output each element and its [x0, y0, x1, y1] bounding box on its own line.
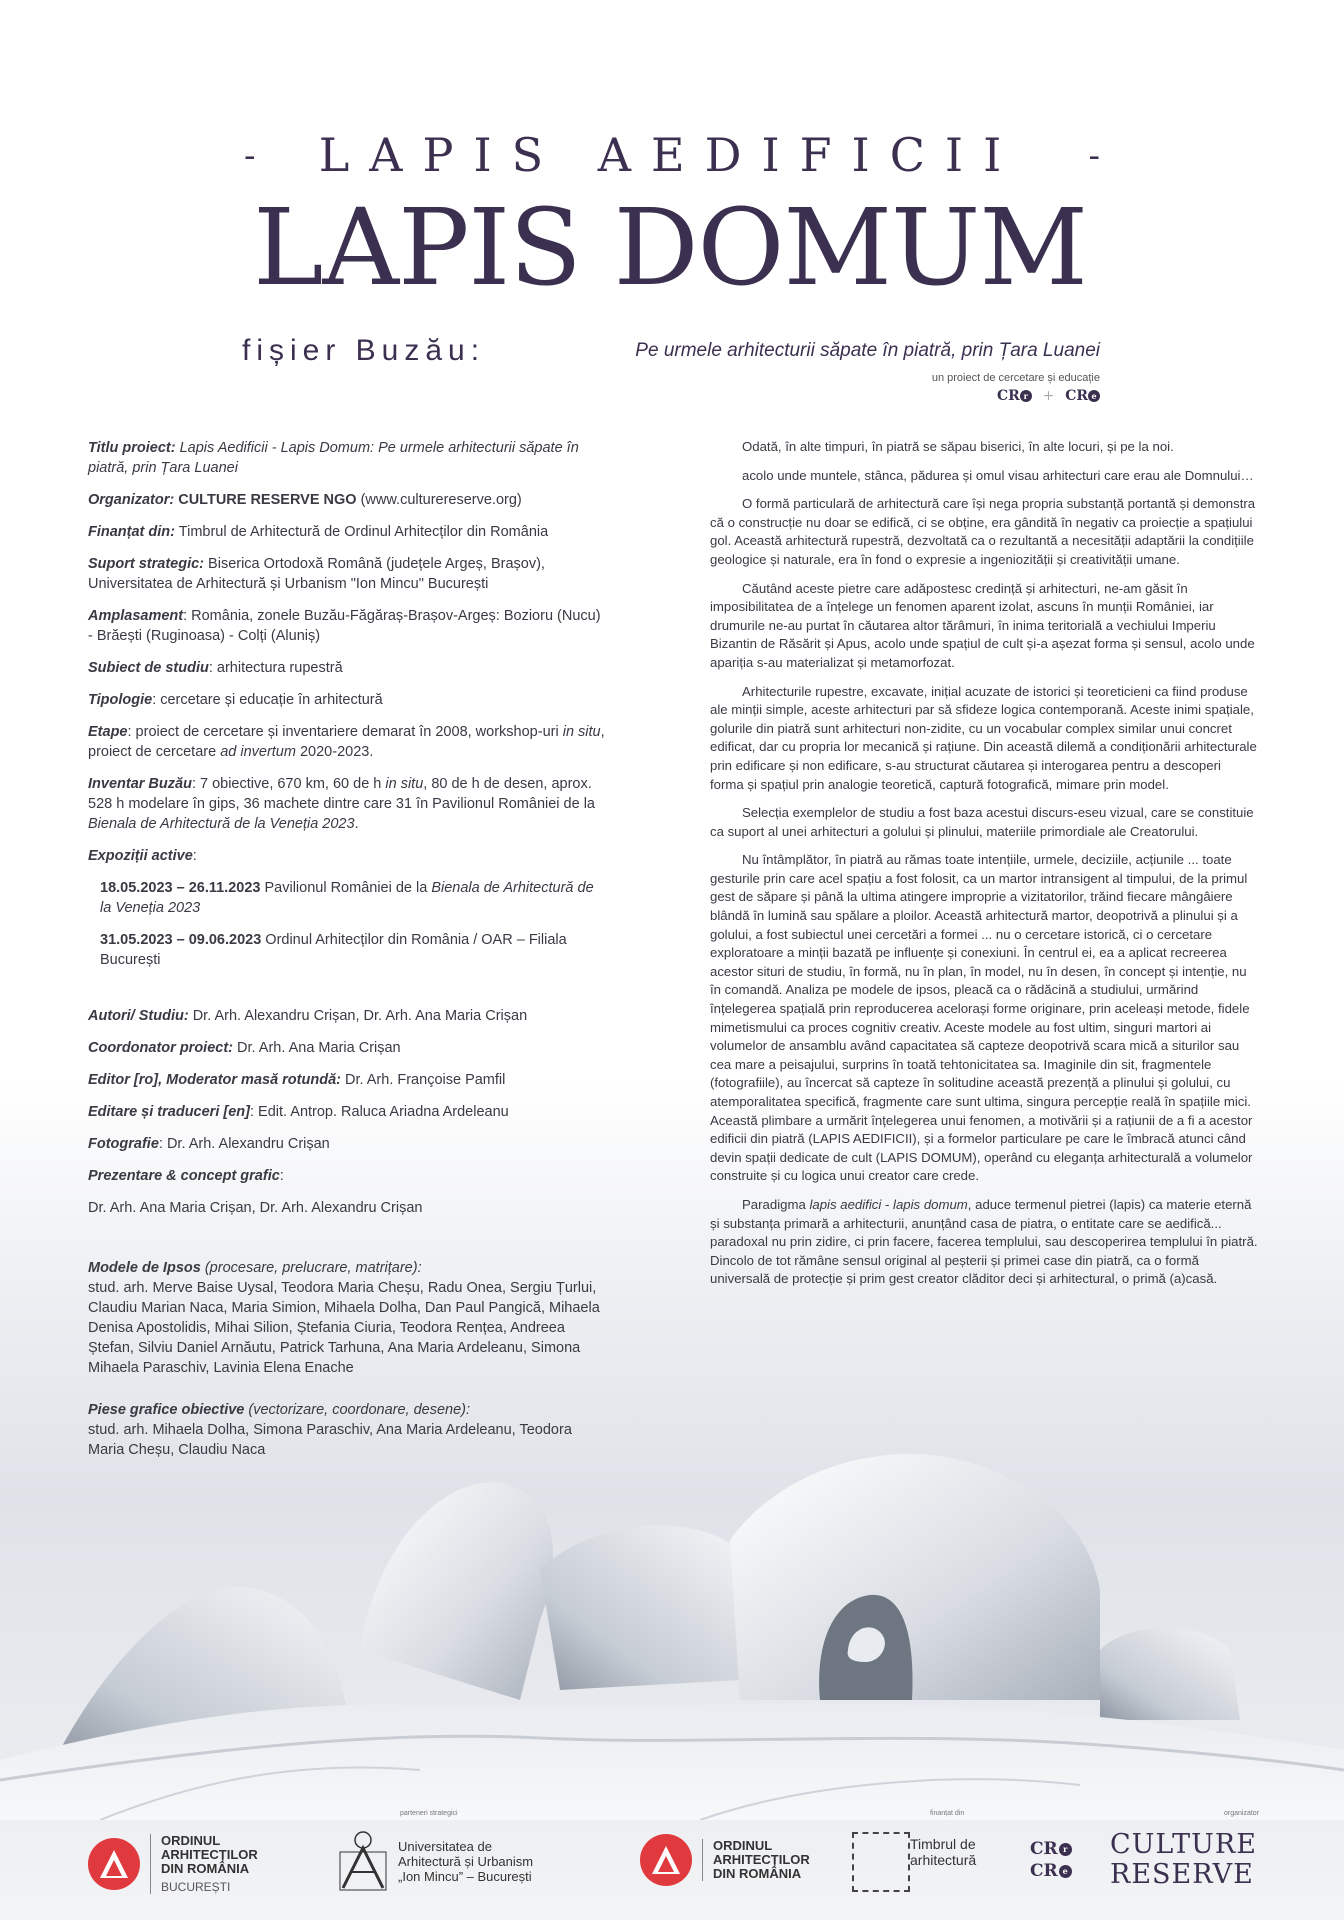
cr-left: CR: [996, 388, 1020, 404]
exhibition-italic: Bienala de Arhitectură de la Veneția 2023: [100, 880, 594, 916]
credit-label: Coordonator proiect:: [88, 1040, 233, 1056]
credit-authors: [88, 1006, 608, 1026]
footer-label-funded: finanțat din: [930, 1810, 965, 1817]
essay-column: [710, 438, 1258, 1299]
oar-bucuresti-logo: [88, 1834, 258, 1894]
credit-label: Editor [ro], Moderator masă rotundă:: [88, 1072, 341, 1088]
essay-paragraph: [710, 1196, 1258, 1289]
detail-location: [88, 606, 608, 646]
exhibition-text: Ordinul Arhitecților din România / OAR – Filiala București: [100, 932, 567, 968]
essay-italic: lapis domum: [893, 1196, 968, 1212]
detail-label: Finanțat din:: [88, 524, 175, 540]
exhibition-dates: 18.05.2023 – 26.11.2023: [100, 880, 261, 896]
credit-photo: [88, 1134, 608, 1154]
detail-value: :: [192, 848, 197, 864]
oar-line: DIN ROMÂNIA: [713, 1866, 802, 1881]
detail-funded: [88, 522, 608, 542]
cr-mark: r: [1059, 1843, 1072, 1856]
detail-value: , 80 de h de desen, aprox. 528 h modelare în gips, 36 machete dintre care 31 în Pavilionul României de la: [88, 776, 595, 812]
cr-right-mark: e: [1088, 390, 1100, 402]
credit-value: :: [279, 1168, 284, 1184]
cr-logo-small: [997, 388, 1100, 404]
cr-line: [1030, 1860, 1072, 1882]
uauim-line: Arhitectură și Urbanism: [398, 1853, 534, 1869]
kicker-dash-left: -: [244, 136, 256, 176]
detail-label: Tipologie: [88, 692, 153, 708]
oar-line: ARHITECȚILOR: [161, 1847, 258, 1862]
detail-label: Organizator:: [88, 492, 175, 508]
main-title: LAPIS DOMUM: [253, 186, 1087, 309]
oar-line: DIN ROMÂNIA: [161, 1861, 250, 1876]
detail-value: Timbrul de Arhitectură de Ordinul Arhitecților din România: [178, 524, 549, 540]
plaster-model-image: [0, 1400, 1344, 1820]
detail-subject: [88, 658, 608, 678]
timbru-line: arhitectură: [910, 1852, 977, 1868]
credit-drawings-value: stud. arh. Mihaela Dolha, Simona Paraschiv, Ana Maria Ardeleanu, Teodora Maria Cheșu, Claudiu Naca: [88, 1422, 572, 1458]
credit-editor: [88, 1070, 608, 1090]
credit-note: (vectorizare, coordonare, desene):: [244, 1402, 471, 1418]
credit-graphics: [88, 1166, 608, 1186]
cr-logo-stack: [1030, 1838, 1072, 1882]
detail-value: : 7 obiective, 670 km, 60 de h: [191, 776, 386, 792]
credit-label: Autori/ Studiu:: [88, 1008, 189, 1024]
kicker-text: LAPIS AEDIFICII: [318, 128, 1022, 182]
oar-logo: [640, 1834, 810, 1886]
detail-italic: in situ: [385, 776, 424, 792]
essay-italic: lapis aedifici: [809, 1196, 882, 1212]
subtitle: Pe urmele arhitecturii săpate în piatră, prin Țara Luanei: [635, 340, 1100, 361]
cr-line: [1030, 1838, 1072, 1860]
detail-support: [88, 554, 608, 594]
detail-italic: in situ: [562, 724, 601, 740]
detail-label: Expoziții active: [88, 848, 193, 864]
detail-value: : proiect de cercetare și inventariere demarat în 2008, workshop-uri: [127, 724, 563, 740]
detail-label: Etape: [88, 724, 128, 740]
footer-label-organizer: organizator: [1224, 1810, 1260, 1817]
detail-value: : cercetare și educație în arhitectură: [152, 692, 383, 708]
exhibition-item: [88, 930, 608, 970]
detail-value: Biserica Ortodoxă Română (județele Argeș, Brașov), Universitatea de Arhitectură și Urbanism "Ion Mincu" București: [88, 556, 545, 592]
oar-emblem-icon: [640, 1834, 692, 1886]
kicker-title: [240, 128, 1100, 188]
credit-value: : Dr. Arh. Alexandru Crișan: [158, 1136, 330, 1152]
uauim-text: [398, 1839, 533, 1884]
cr-right: CR: [1065, 388, 1088, 404]
essay-paragraph: acolo unde muntele, stânca, pădurea și omul visau arhitecturi care erau ale Domnului…: [742, 467, 1254, 483]
essay-paragraph: Selecția exemplelor de studiu a fost baza acestui discurs-eseu vizual, care se constituie ca suport al unei arhitecturi a golului și plinului, materiile primordiale ale Creatorului.: [710, 805, 1254, 839]
credit-coordinator: [88, 1038, 608, 1058]
detail-stages: [88, 722, 608, 762]
timbru-logo: [852, 1832, 990, 1892]
oar-line: ORDINUL: [713, 1838, 773, 1853]
detail-label: Amplasament: [88, 608, 184, 624]
detail-label: Suport strategic:: [88, 556, 205, 572]
oar-line: ARHITECȚILOR: [713, 1852, 810, 1867]
culture-reserve-line: CULTURE: [1110, 1829, 1257, 1860]
detail-typology: [88, 690, 608, 710]
detail-value: 2020-2023.: [295, 744, 374, 760]
uauim-emblem-icon: [338, 1830, 388, 1892]
detail-value: : arhitectura rupestră: [208, 660, 343, 676]
credit-label: Editare și traduceri [en]: [88, 1104, 250, 1120]
essay-paragraph: Căutând aceste pietre care adăpostesc credință și arhitecturi, ne-am găsit în imposibilitatea de a înțelege un fenomen aparent izolat, ascuns în munții României, iar drumurile ne-au purtat în căutarea altor tărâmuri, în inima teritorială a vechiului Imperiu Bizantin de Răsărit și Apus, acolo unde spațiul de cult și-a așezat forma și sensul, acolo unde apariția s-au materializat și metamorfozat.: [710, 580, 1255, 670]
project-note: un proiect de cercetare și educație: [931, 372, 1100, 384]
timbru-text: [910, 1836, 976, 1868]
oar-emblem-icon: [88, 1838, 140, 1890]
kicker-dash-right: -: [1088, 136, 1100, 176]
oar-city: BUCUREȘTI: [161, 1880, 231, 1894]
detail-value: .: [354, 816, 359, 832]
essay-paragraph: Odată, în alte timpuri, în piatră se săpau biserici, în alte locuri, și pe la noi.: [742, 439, 1174, 454]
oar-line: ORDINUL: [161, 1833, 221, 1848]
cr-mark: e: [1059, 1865, 1072, 1878]
essay-paragraph: Arhitecturile rupestre, excavate, inițial acuzate de istorici și teoreticieni ca fiind produse ale minții simple, aceste arhitecturi par să sfideze logica contemporană. Aceste inimi spațiale, golurile din piatră sunt arhitecturi non-zidite, cu un vocabular complex similar unui concret edificat, dar cu propria lor mecanică și rațiune. Din această dilemă a condiționării arhitecturale prin edificare și non edificare, s-au structurat căutarea și interogarea pentru a descoperi forma și spațiul prin analogie teoretică, captură fotografică, mimare prin model.: [710, 683, 1257, 792]
uauim-line: Universitatea de: [398, 1838, 492, 1854]
cr-letters: CR: [1030, 1861, 1058, 1881]
credit-note: (procesare, prelucrare, matrițare):: [200, 1260, 422, 1276]
detail-label: Titlu proiect:: [88, 440, 176, 456]
credit-label: Prezentare & concept grafic: [88, 1168, 280, 1184]
file-label: fișier Buzău:: [242, 334, 486, 367]
essay-paragraph: O formă particulară de arhitectură care își nega propria substanță portantă și demonstra că o construcție nu doar se edifică, ci se obține, era gândită în negativ ca proiecție a spațiului gol. Această arhitectură rupestră, dezvoltată ca o rezultantă a necesității adaptării la condițiile geologice și naturale, era în fond o expresie a ingeniozității și creativității umane.: [710, 496, 1256, 567]
credit-value: Dr. Arh. Ana Maria Crișan: [233, 1040, 401, 1056]
detail-italic: ad invertum: [220, 744, 296, 760]
essay-text: -: [881, 1196, 894, 1212]
credit-models-value: stud. arh. Merve Baise Uysal, Teodora Maria Cheșu, Radu Onea, Sergiu Țurlui, Claudiu Marian Naca, Maria Simion, Mihaela Dolha, Dan Paul Pangică, Mihaela Denisa Apostolidis, Mihai Silion, Ștefania Ciuria, Teodora Rențea, Andreea Ștefan, Silviu Daniel Arnăutu, Patrick Tarhuna, Ana Maria Ardeleanu, Simona Mihaela Paraschiv, Lavinia Elena Enache: [88, 1280, 600, 1376]
credit-translation: [88, 1102, 608, 1122]
exhibition-item: [88, 878, 608, 918]
detail-value: : România, zonele Buzău-Făgăraș-Brașov-Argeș: Bozioru (Nucu) - Brăești (Ruginoasa) - Colți (Aluniș): [88, 608, 601, 644]
stamp-frame-icon: [852, 1832, 910, 1892]
project-details: [88, 438, 608, 1472]
exhibition-dates: 31.05.2023 – 09.06.2023: [100, 932, 262, 948]
timbru-line: Timbrul de: [910, 1836, 976, 1852]
oar-text: [702, 1839, 810, 1881]
detail-italic: Bienala de Arhitectură de la Veneția 2023: [88, 816, 355, 832]
cr-left-mark: r: [1020, 390, 1032, 402]
detail-label: Inventar Buzău: [88, 776, 192, 792]
credit-graphics-value: Dr. Arh. Ana Maria Crișan, Dr. Arh. Alexandru Crișan: [88, 1200, 423, 1216]
uauim-line: „Ion Mincu” – București: [398, 1868, 532, 1884]
essay-paragraph: Nu întâmplător, în piatră au rămas toate intențiile, urmele, deciziile, acțiunile ... toate gesturile prin care acel spațiu a fost folosit, ca un martor intransigent al timpului, de la primul gest de săpare și până la ultima atingere improprie a vizitatorilor, trăind fiecare mângâiere blândă în lumină sau spălare a ploilor. Această arhitectură martor, deopotrivă a plinului și a golului, a fost subiectul unei cercetări a formei ... nu o cercetare istorică, ci o cercetare exploratoare a minții bazată pe influențe și conexiuni. În centrul ei, ea a aplicat recreerea acestor situri de studiu, în formă, nu în plan, în model, nu în desen, în concept și intenție, nu în comandă. Analiza pe modele de ipsos, pleacă ca o rădăcină a studiului, urmărind înțelegerea spațială prin reproducerea acelorași forme originare, prin aceleași metode, fidele mimetismului ca proces cognitiv creativ. Aceste modele au fost ultim, singuri martori ai volumelor de ansamblu având capacitatea să capteze deopotrivă scara mică a siturilor sau cea mare a peisajului, surprins în toată tehtonicitatea sa. Imaginile din sit, fragmentele (fotografiile), au încercat să capteze în solitudine această prezență a plinului și golului, cu atemporalitatea specifică, fragmente care sunt ultima, singura percepție reală în spațiile mici. Această plimbare a urmărit înțelegerea unui fenomen, a motivării și a rațiunii de a fi a acestor edificii din piatră (LAPIS AEDIFICII), și a formelor particulare pe care le îmbracă atunci când devin spații dedicate de cult (LAPIS DOMUM), operând cu eleganța arhitecturală a volumelor construite și cu logica unui creator care crede.: [710, 852, 1253, 1184]
credit-label: Modele de Ipsos: [88, 1260, 201, 1276]
detail-inventory: [88, 774, 608, 834]
credit-value: Dr. Arh. Alexandru Crișan, Dr. Arh. Ana Maria Crișan: [188, 1008, 528, 1024]
detail-exhibitions: [88, 846, 608, 866]
organizer-name: CULTURE RESERVE NGO: [178, 492, 357, 508]
culture-reserve-line: RESERVE: [1110, 1859, 1254, 1890]
oar-text: [150, 1834, 258, 1894]
culture-reserve-logo: [1110, 1830, 1257, 1890]
credit-label: Fotografie: [88, 1136, 159, 1152]
essay-text: , aduce termenul pietrei (lapis) ca materie eternă și substanța primară a arhitecturii, anunțând casa de piatra, o entitate care se aedifică... paradoxal nu prin zidire, ci prin facere, facerea templului, sau descoperirea templului în piatră. Dincolo de tot rămâne sensul original al peșterii și primei case din piatră, ca o formă universală de protecție și prim gest creator clăditor deci și arhitectural, o primă (a)casă.: [710, 1196, 1258, 1287]
detail-title: [88, 438, 608, 478]
detail-organizer: [88, 490, 608, 510]
cr-letters: CR: [1030, 1839, 1058, 1859]
credit-label: Piese grafice obiective: [88, 1402, 245, 1418]
detail-value: Lapis Aedificii - Lapis Domum: Pe urmele arhitecturii săpate în piatră, prin Țara Luanei: [88, 440, 579, 476]
detail-value: , proiect de cercetare: [88, 724, 605, 760]
credit-value: : Edit. Antrop. Raluca Ariadna Ardeleanu: [249, 1104, 509, 1120]
essay-text: Paradigma: [742, 1196, 810, 1212]
credit-models: [88, 1258, 608, 1278]
footer-label-partners: parteneri strategici: [400, 1810, 458, 1817]
organizer-url: (www.culturereserve.org): [360, 492, 522, 508]
credit-value: Dr. Arh. Françoise Pamfil: [340, 1072, 506, 1088]
detail-label: Subiect de studiu: [88, 660, 209, 676]
exhibition-text: Pavilionul României de la: [260, 880, 432, 896]
cr-sep: +: [1042, 388, 1055, 404]
uauim-logo: [338, 1830, 533, 1892]
